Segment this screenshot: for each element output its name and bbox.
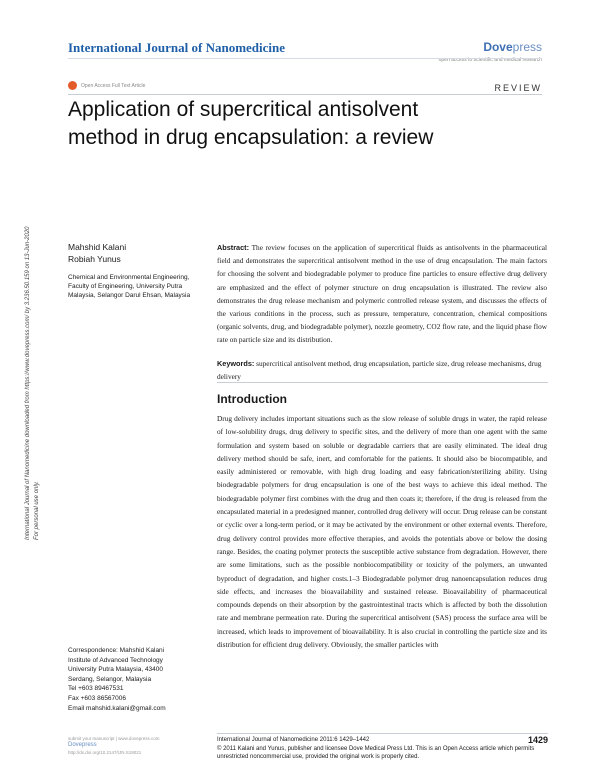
- footer-rule: [217, 733, 548, 734]
- correspondence: [68, 646, 208, 713]
- footer-publisher: Dovepress: [68, 742, 97, 748]
- title-rule: [68, 94, 542, 95]
- correspondence-line: University Putra Malaysia, 43400: [68, 666, 164, 674]
- publisher-name-part2: press: [512, 40, 542, 54]
- download-note: [24, 80, 44, 580]
- article-type: REVIEW: [494, 83, 542, 93]
- open-access-text: Open Access Full Text Article: [81, 82, 146, 89]
- author-name: Robiah Yunus: [68, 254, 121, 264]
- article-title: Application of supercritical antisolvent method in drug encapsulation: a review: [68, 98, 434, 149]
- abstract: [217, 241, 547, 347]
- keywords-text: supercritical antisolvent method, drug encapsulation, particle size, drug release mechanisms, drug delivery: [217, 359, 542, 382]
- abstract-label: Abstract:: [217, 243, 250, 252]
- footer-left: [68, 735, 188, 756]
- correspondence-line: Institute of Advanced Technology: [68, 656, 163, 664]
- section-rule: [217, 382, 548, 383]
- affiliation: Chemical and Environmental Engineering, Faculty of Engineering, University Putra Malaysia, Selangor Darul Ehsan, Malaysia: [68, 274, 191, 299]
- correspondence-email[interactable]: Email mahshid.kalani@gmail.com: [68, 704, 166, 712]
- journal-name: International Journal of Nanomedicine: [68, 40, 286, 55]
- copyright: © 2011 Kalani and Yunus, publisher and licensee Dove Medical Press Ltd. This is an Open Access article which permits unrestricted noncommercial use, provided the original work is properly cited.: [217, 745, 535, 760]
- author-name: Mahshid Kalani: [68, 242, 127, 252]
- citation: International Journal of Nanomedicine 2011:6 1429–1442: [217, 737, 370, 743]
- footer-right: [217, 736, 547, 762]
- publisher-name-part1: Dove: [483, 40, 513, 54]
- page-number: 1429: [527, 735, 548, 745]
- open-access-icon: [68, 81, 77, 90]
- introduction-text: Drug delivery includes important situations such as the slow release of soluble drugs in water, the rapid release of low-solubility drugs, drug delivery to specific sites, and the delivery of more than one agent with the same formulation and system based on soluble or degradable carriers that are easily eliminated. The ideal drug delivery method should be safe, inert, and comfortable for the patients. It should also be biocompatible, and easily administered or removable, with high drug loading and easy fabrication/sterilizing ability. Using biodegradable polymers for drug encapsulation is one of the best ways to achieve this ideal method. The biodegradable polymer first combines with the drug and then coats it; therefore, if the drug is released from the encapsulated material in a predesigned manner, controlled drug delivery will occur. Drug release can be constant or cyclic over a long-term period, or it may be activated by the environment or other external events. Therefore, drug delivery control provides more effective therapies, and avoids the potentials above or below the dosing range. Besides, the coating polymer protects the susceptible active substance from degradation. However, there are some limitations, such as the possible nonbiocompatibility or toxicity of the polymers, an unwanted byproduct of degradation, and higher costs.1–3 Biodegradable polymer drug nanoencapsulation reduces drug side effects, and increases the bioavailability and sustained release. Bioavailability of pharmaceutical compounds depends on their absorption by the gastrointestinal tracts which is affected by both the dissolution rate and membrane permeation rate. During the supercritical antisolvent (SAS) process the surface area will be increased, which leads to improvement of bioavailability. It is also crucial in controlling the particle size and its distribution for efficient drug delivery. Obviously, the smaller particles with: [217, 414, 547, 650]
- doi-link[interactable]: http://dx.doi.org/10.2147/IJN.S19021: [68, 750, 142, 755]
- section-heading: Introduction: [217, 392, 287, 406]
- keywords-label: Keywords:: [217, 359, 255, 368]
- correspondence-line: Fax +603 86567006: [68, 694, 127, 702]
- abstract-text: The review focuses on the application of supercritical fluids as antisolvents in the pharmaceutical field and demonstrates the supercritical antisolvent method in the use of drug encapsulation. The main factors for choosing the solvent and biodegradable polymer to produce fine particles to ensure effective drug delivery are emphasized and the effect of polymer structure on drug encapsulation is illustrated. The review also demonstrates the drug release mechanism and polymeric controlled release system, and discusses the effects of the various conditions in the process, such as pressure, temperature, concentration, chemical compositions (organic solvents, drug, and biodegradable polymer), nozzle geometry, CO2 flow rate, and the liquid phase flow rate on particle size and its distribution.: [217, 243, 548, 345]
- author-list: [68, 241, 126, 265]
- correspondence-line: Tel +603 89467531: [68, 685, 124, 693]
- correspondence-line: Serdang, Selangor, Malaysia: [68, 675, 152, 683]
- header-rule: [68, 58, 542, 59]
- download-note-line1: International Journal of Nanomedicine downloaded from https://www.dovepress.com/ by 3.236.50.159 on 13-Jun-2020: [25, 226, 31, 540]
- submit-link[interactable]: submit your manuscript | www.dovepress.com: [68, 736, 160, 741]
- publisher-tagline: open access to scientific and medical research: [438, 57, 542, 63]
- keywords: [217, 357, 547, 383]
- open-access-label: [68, 81, 145, 90]
- correspondence-line: Correspondence: Mahshid Kalani: [68, 647, 165, 654]
- publisher-logo: [483, 40, 542, 54]
- download-note-line2: For personal use only.: [34, 481, 40, 540]
